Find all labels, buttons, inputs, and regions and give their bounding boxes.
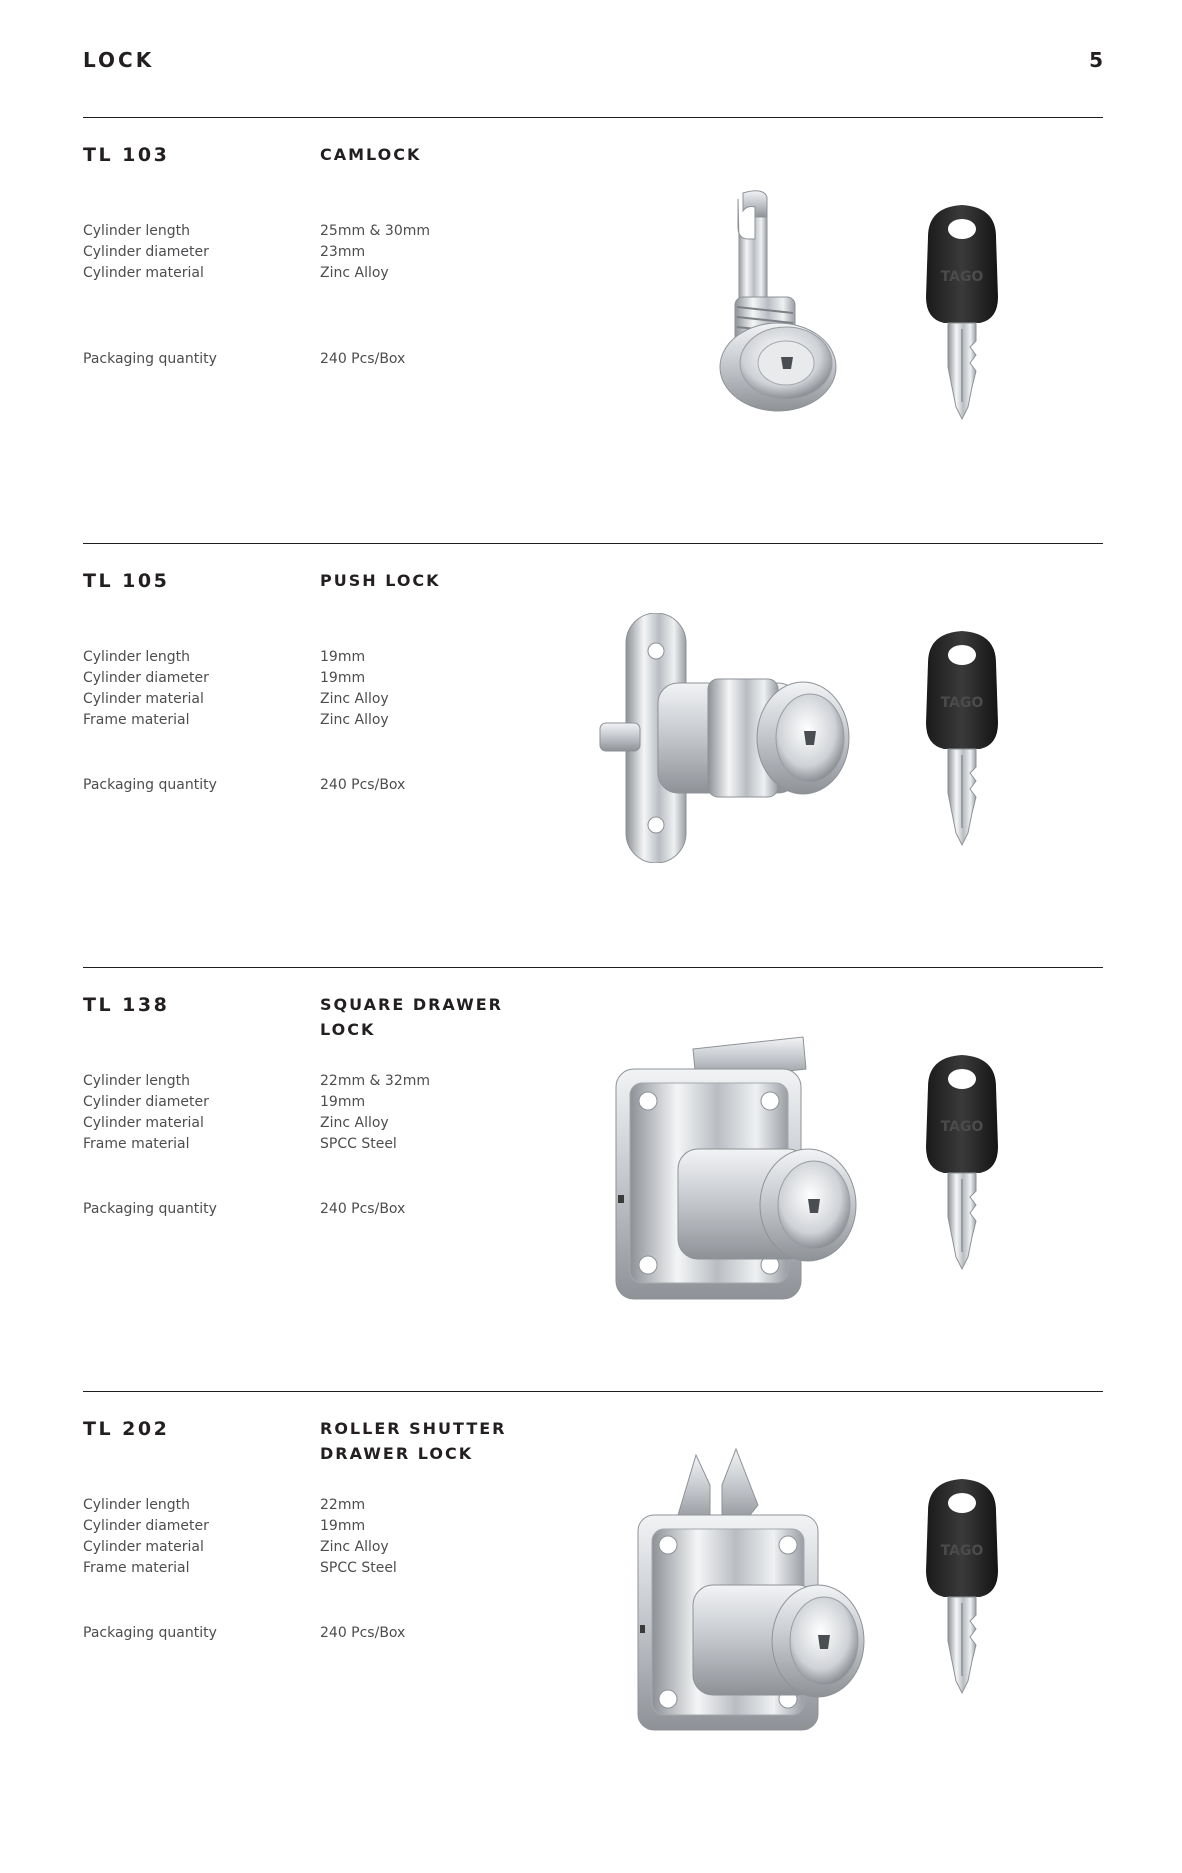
- spec-row: [83, 710, 503, 731]
- spec-list: [83, 1495, 503, 1579]
- spec-value: 240 Pcs/Box: [320, 1625, 406, 1641]
- product-name: [320, 992, 520, 1042]
- spec-row: [83, 1495, 503, 1516]
- spec-value: 19mm: [320, 1094, 366, 1110]
- spec-value: 19mm: [320, 1518, 366, 1534]
- product-tl-138: [83, 967, 1103, 1387]
- product-name-line: LOCK: [320, 1020, 376, 1039]
- spec-label: Cylinder diameter: [83, 244, 209, 260]
- spec-row: [83, 1092, 503, 1113]
- spec-value: 19mm: [320, 670, 366, 686]
- packaging-row: [83, 349, 500, 370]
- page-number: 5: [1089, 48, 1103, 72]
- key-brand: TAGO: [940, 1543, 984, 1559]
- camlock-icon: [643, 187, 903, 437]
- spec-label: Packaging quantity: [83, 1625, 217, 1641]
- packaging-row: [83, 775, 500, 796]
- spec-label: Cylinder material: [83, 1539, 204, 1555]
- packaging-row: [83, 1623, 500, 1644]
- spec-value: 240 Pcs/Box: [320, 777, 406, 793]
- spec-value: Zinc Alloy: [320, 712, 389, 728]
- product-name-line: ROLLER SHUTTER: [320, 1419, 507, 1438]
- product-name-line: DRAWER LOCK: [320, 1444, 474, 1463]
- product-tl-105: [83, 543, 1103, 963]
- spec-value: Zinc Alloy: [320, 1539, 389, 1555]
- product-name-line: SQUARE DRAWER: [320, 995, 503, 1014]
- section-divider: [83, 1391, 1103, 1392]
- spec-label: Cylinder material: [83, 691, 204, 707]
- spec-value: SPCC Steel: [320, 1136, 397, 1152]
- section-divider: [83, 117, 1103, 118]
- key-icon: [906, 1471, 1018, 1701]
- spec-value: Zinc Alloy: [320, 265, 389, 281]
- spec-list: [83, 221, 503, 284]
- section-title: LOCK: [83, 48, 155, 72]
- page-header: [83, 48, 1103, 78]
- section-divider: [83, 967, 1103, 968]
- product-name-line: PUSH LOCK: [320, 571, 441, 590]
- spec-label: Frame material: [83, 712, 190, 728]
- spec-label: Cylinder length: [83, 1497, 191, 1513]
- key-icon: [906, 1047, 1018, 1277]
- spec-row: [83, 221, 503, 242]
- section-divider: [83, 543, 1103, 544]
- spec-label: Cylinder length: [83, 223, 191, 239]
- key-icon: [906, 197, 1018, 427]
- product-name: [320, 142, 520, 167]
- spec-value: 240 Pcs/Box: [320, 1201, 406, 1217]
- spec-label: Cylinder diameter: [83, 670, 209, 686]
- packaging-row: [83, 1199, 500, 1220]
- spec-label: Packaging quantity: [83, 351, 217, 367]
- spec-row: [83, 1113, 503, 1134]
- spec-row: [83, 1134, 503, 1155]
- spec-label: Frame material: [83, 1136, 190, 1152]
- spec-value: 23mm: [320, 244, 366, 260]
- spec-row: [83, 647, 503, 668]
- product-tl-202: [83, 1391, 1103, 1811]
- spec-label: Cylinder diameter: [83, 1518, 209, 1534]
- roller-shutter-lock-icon: [618, 1445, 938, 1735]
- spec-value: 25mm & 30mm: [320, 223, 430, 239]
- key-brand: TAGO: [940, 695, 984, 711]
- spec-label: Cylinder material: [83, 1115, 204, 1131]
- spec-label: Cylinder material: [83, 265, 204, 281]
- spec-row: [83, 242, 503, 263]
- spec-label: Cylinder diameter: [83, 1094, 209, 1110]
- spec-row: [83, 1071, 503, 1092]
- spec-row: [83, 263, 503, 284]
- product-name-line: CAMLOCK: [320, 145, 422, 164]
- product-name: [320, 1416, 520, 1466]
- key-brand: TAGO: [940, 1119, 984, 1135]
- spec-value: 19mm: [320, 649, 366, 665]
- product-code: TL 202: [83, 1418, 170, 1440]
- spec-row: [83, 1516, 503, 1537]
- spec-value: 22mm: [320, 1497, 366, 1513]
- spec-value: 22mm & 32mm: [320, 1073, 430, 1089]
- spec-value: SPCC Steel: [320, 1560, 397, 1576]
- spec-list: [83, 647, 503, 731]
- spec-value: Zinc Alloy: [320, 1115, 389, 1131]
- product-code: TL 138: [83, 994, 170, 1016]
- spec-label: Packaging quantity: [83, 777, 217, 793]
- product-tl-103: [83, 117, 1103, 537]
- square-drawer-lock-icon: [608, 1029, 938, 1304]
- spec-label: Frame material: [83, 1560, 190, 1576]
- spec-value: Zinc Alloy: [320, 691, 389, 707]
- spec-row: [83, 1558, 503, 1579]
- product-code: TL 105: [83, 570, 170, 592]
- key-icon: [906, 623, 1018, 853]
- push-lock-icon: [598, 613, 928, 863]
- product-code: TL 103: [83, 144, 170, 166]
- spec-row: [83, 1537, 503, 1558]
- product-name: [320, 568, 520, 593]
- spec-label: Cylinder length: [83, 649, 191, 665]
- spec-row: [83, 668, 503, 689]
- spec-label: Cylinder length: [83, 1073, 191, 1089]
- spec-label: Packaging quantity: [83, 1201, 217, 1217]
- key-brand: TAGO: [940, 269, 984, 285]
- spec-row: [83, 689, 503, 710]
- spec-list: [83, 1071, 503, 1155]
- spec-value: 240 Pcs/Box: [320, 351, 406, 367]
